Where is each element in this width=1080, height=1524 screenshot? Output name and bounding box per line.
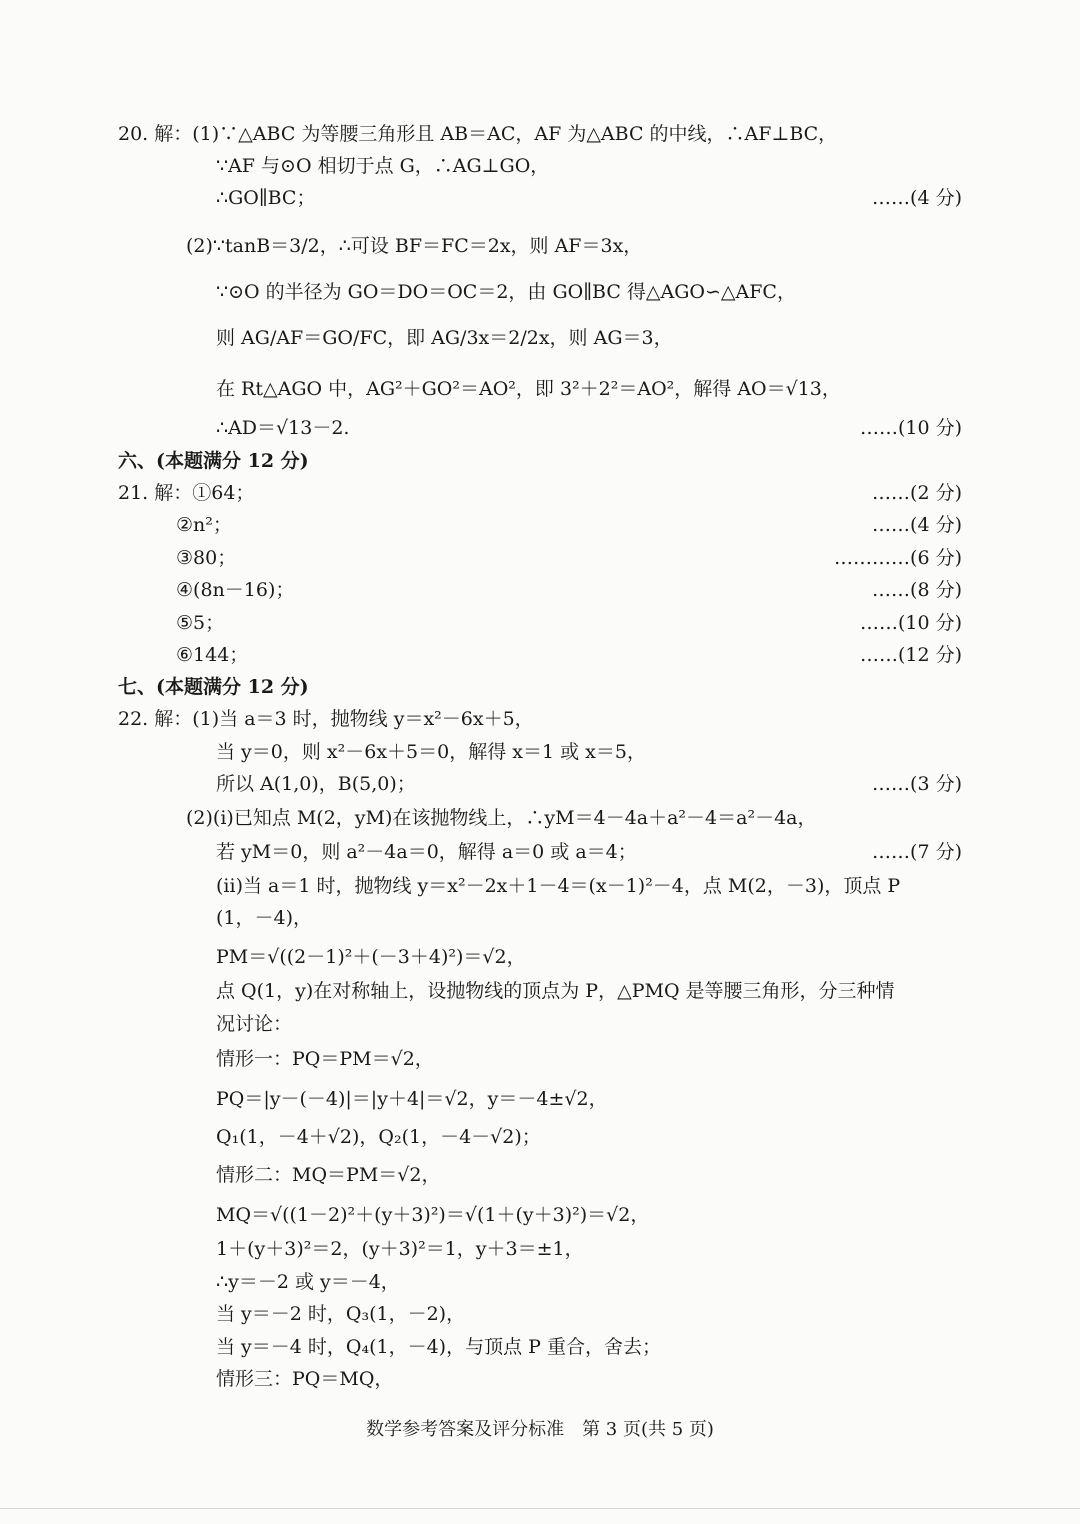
q20-score-1: ……(4 分) <box>872 187 962 209</box>
q22-line-9: 点 Q(1，y)在对称轴上，设抛物线的顶点为 P，△PMQ 是等腰三角形，分三种情 <box>216 980 895 1002</box>
q22-score-1: ……(3 分) <box>872 773 962 795</box>
q22-line-12: PQ＝|y－(－4)|＝|y＋4|＝√2，y＝－4±√2， <box>216 1088 608 1110</box>
section-7-heading: 七、(本题满分 12 分) <box>118 676 309 698</box>
q21-item-1: 21. 解：①64； <box>118 482 255 504</box>
q22-score-2: ……(7 分) <box>872 841 962 863</box>
q22-line-6: (ii)当 a＝1 时，抛物线 y＝x²－2x＋1－4＝(x－1)²－4，点 M(2，－3)，顶点 P <box>216 875 901 897</box>
q22-line-20: 情形三：PQ＝MQ， <box>216 1368 394 1390</box>
q22-line-15: MQ＝√((1－2)²＋(y＋3)²)＝√(1＋(y＋3)²)＝√2， <box>216 1204 650 1226</box>
bottom-divider <box>0 1508 1080 1509</box>
q22-line-4: (2)(i)已知点 M(2，yM)在该抛物线上，∴yM＝4－4a＋a²－4＝a²－4a， <box>186 807 817 829</box>
q22-line-16: 1＋(y＋3)²＝2，(y＋3)²＝1，y＋3＝±1， <box>216 1238 584 1260</box>
q20-score-2: ……(10 分) <box>859 417 962 439</box>
q22-line-11: 情形一：PQ＝PM＝√2， <box>216 1048 434 1070</box>
q22-line-13: Q₁(1，－4＋√2)，Q₂(1，－4－√2)； <box>216 1126 541 1148</box>
q22-line-3: 所以 A(1,0)，B(5,0)； <box>216 773 416 795</box>
q22-line-5: 若 yM＝0，则 a²－4a＝0，解得 a＝0 或 a＝4； <box>216 841 637 863</box>
page-footer: 数学参考答案及评分标准 第 3 页(共 5 页) <box>366 1419 714 1440</box>
q20-line-7: 在 Rt△AGO 中，AG²＋GO²＝AO²，即 3²＋2²＝AO²，解得 AO＝√13， <box>216 378 841 400</box>
q21-score-1: ……(2 分) <box>872 482 962 504</box>
q20-line-6: 则 AG/AF＝GO/FC，即 AG/3x＝2/2x，则 AG＝3， <box>216 327 673 349</box>
q21-item-5: ⑤5； <box>176 612 225 634</box>
section-6-heading: 六、(本题满分 12 分) <box>118 450 309 472</box>
q22-line-19: 当 y＝－4 时，Q₄(1，－4)，与顶点 P 重合，舍去； <box>216 1336 661 1358</box>
q22-line-2: 当 y＝0，则 x²－6x＋5＝0，解得 x＝1 或 x＝5， <box>216 741 646 763</box>
q22-line-18: 当 y＝－2 时，Q₃(1，－2)， <box>216 1303 466 1325</box>
q21-score-5: ……(10 分) <box>859 612 962 634</box>
q21-score-4: ……(8 分) <box>872 579 962 601</box>
q22-line-10: 况讨论： <box>216 1013 293 1035</box>
q21-item-3: ③80； <box>176 547 237 569</box>
q20-line-8: ∴AD＝√13－2. <box>216 417 350 439</box>
q20-line-5: ∵⊙O 的半径为 GO＝DO＝OC＝2，由 GO∥BC 得△AGO∽△AFC， <box>216 281 796 303</box>
q21-item-6: ⑥144； <box>176 644 249 666</box>
q22-line-17: ∴y＝－2 或 y＝－4， <box>216 1271 400 1293</box>
q21-item-2: ②n²； <box>176 514 232 536</box>
q22-line-1: 22. 解：(1)当 a＝3 时，抛物线 y＝x²－6x＋5， <box>118 708 534 730</box>
q21-score-6: ……(12 分) <box>859 644 962 666</box>
q20-line-4: (2)∵tanB＝3/2，∴可设 BF＝FC＝2x，则 AF＝3x， <box>186 235 643 257</box>
q22-line-8: PM＝√((2－1)²＋(－3＋4)²)＝√2， <box>216 946 526 968</box>
q21-score-2: ……(4 分) <box>872 514 962 536</box>
q22-line-14: 情形二：MQ＝PM＝√2， <box>216 1164 441 1186</box>
q20-line-2: ∵AF 与⊙O 相切于点 G，∴AG⊥GO， <box>216 155 550 177</box>
q21-item-4: ④(8n－16)； <box>176 579 295 601</box>
q22-line-7: (1，－4)， <box>216 907 313 929</box>
q21-score-3: …………(6 分) <box>834 547 962 569</box>
q20-line-1: 20. 解：(1)∵△ABC 为等腰三角形且 AB＝AC，AF 为△ABC 的中线，∴AF⊥BC， <box>118 123 838 145</box>
q20-line-3: ∴GO∥BC； <box>216 187 316 209</box>
